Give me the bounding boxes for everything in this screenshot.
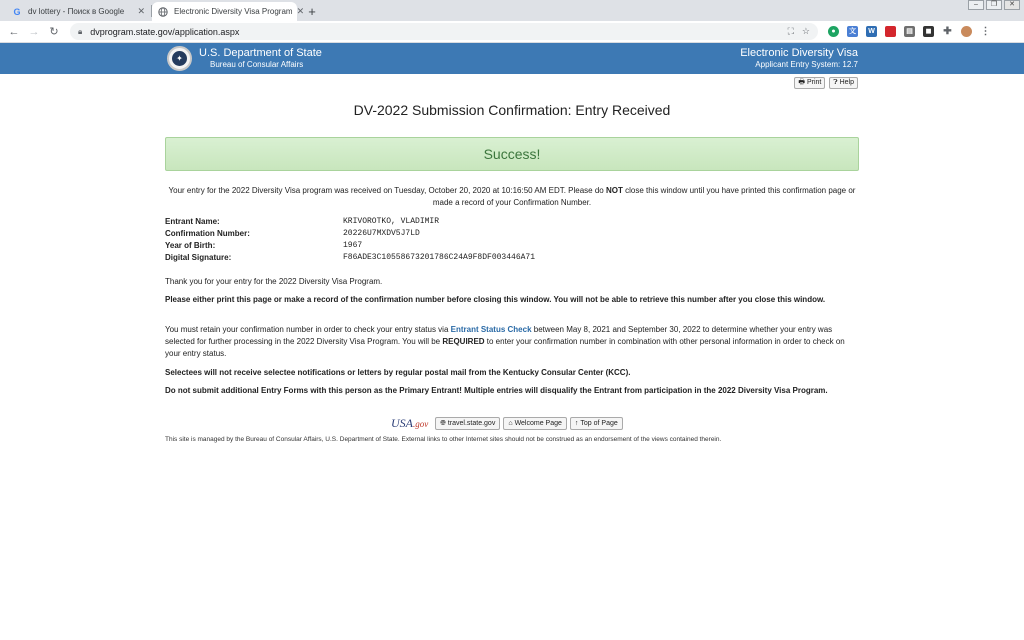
thank-you-text: Thank you for your entry for the 2022 Diversity Visa Program. [165, 277, 383, 286]
new-tab-button[interactable]: + [308, 4, 316, 19]
browser-tab-google[interactable] [6, 2, 151, 21]
welcome-page-button[interactable] [503, 417, 567, 430]
extension-blue-icon[interactable]: W [866, 26, 877, 37]
lock-icon[interactable]: 🔒︎ [78, 26, 83, 36]
extension-translate-icon[interactable]: 文 [849, 28, 856, 35]
digital-signature-label: Digital Signature: [165, 252, 232, 262]
kcc-notice: Selectees will not receive selectee notifications or letters by regular postal mail from the Kentucky Consular Center (KCC). [165, 368, 631, 377]
travel-label: travel.state.gov [447, 420, 496, 427]
home-icon: ⌂ [508, 420, 513, 427]
puzzle-icon[interactable]: ✚ [943, 26, 952, 37]
extension-doc-icon[interactable]: ▤ [904, 26, 915, 37]
bookmark-star-icon[interactable]: ☆ [801, 26, 810, 36]
confirmation-number-row [165, 227, 535, 239]
usa-logo-text: USA [391, 416, 413, 430]
url-text[interactable]: dvprogram.state.gov/application.aspx [90, 26, 240, 37]
entrant-status-check-link[interactable]: Entrant Status Check [450, 325, 532, 334]
close-icon[interactable]: ✕ [296, 6, 305, 16]
maximize-button[interactable]: ❐ [986, 0, 1002, 10]
print-button[interactable] [794, 77, 825, 89]
google-icon: G [13, 6, 21, 17]
entrant-name-value: KRIVOROTKO, VLADIMIR [343, 216, 440, 226]
extension-icons [828, 26, 999, 37]
extension-badge-icon[interactable]: ◼ [923, 26, 934, 37]
browser-tabstrip [0, 0, 1024, 21]
footer-links [391, 416, 623, 431]
retain-text-1: You must retain your confirmation number in order to check your entry status via [165, 325, 451, 334]
site-header [0, 43, 1024, 74]
menu-dots-icon[interactable]: ⋮ [980, 26, 991, 37]
printer-icon: 🖶︎ [798, 79, 805, 86]
application-title: Electronic Diversity Visa [740, 47, 858, 59]
retain-text-2: between May 8, 2021 and September 30, 2022 to determine whether your entry was selected for further processing in the 2022 Diversity Visa Program. You will be [165, 325, 833, 346]
back-arrow-icon[interactable]: ← [8, 25, 20, 38]
year-of-birth-label: Year of Birth: [165, 240, 216, 250]
address-bar[interactable] [70, 23, 818, 40]
help-button[interactable] [829, 77, 858, 89]
help-label: Help [839, 79, 854, 86]
department-subtitle: Bureau of Consular Affairs [210, 60, 304, 69]
browser-toolbar [0, 21, 1024, 43]
usa-logo-gov: .gov [413, 419, 429, 429]
confirmation-number-value: 20226U7MXDV5J7LD [343, 228, 420, 238]
extension-red-icon[interactable] [885, 26, 896, 37]
digital-signature-value: F86ADE3C10558673201786C24A9F8DF003446A71 [343, 252, 536, 262]
arrow-up-icon: ↑ [574, 420, 579, 427]
window-controls [966, 0, 1020, 10]
extension-green-icon[interactable]: ● [828, 26, 839, 37]
year-of-birth-value: 1967 [343, 240, 363, 250]
received-not: NOT [605, 186, 623, 195]
forward-arrow-icon[interactable]: → [28, 25, 40, 38]
multiple-entries-notice: Do not submit additional Entry Forms with this person as the Primary Entrant! Multiple entries will disqualify the Entrant from participation in the 2022 Diversity Visa Program. [165, 386, 828, 395]
state-department-seal-icon: ✦ [167, 46, 192, 71]
page-title: DV-2022 Submission Confirmation: Entry Received [353, 102, 671, 118]
tab-title: Electronic Diversity Visa Program [174, 7, 293, 16]
entrant-details [165, 215, 535, 263]
print-label: Print [806, 79, 822, 86]
received-message [165, 185, 859, 209]
window-close-button[interactable]: ✕ [1004, 0, 1020, 10]
department-title: U.S. Department of State [199, 47, 322, 59]
retain-text-3: to enter your confirmation number in combination with other personal information in order to check on your entry status. [165, 337, 845, 358]
entrant-name-row [165, 215, 535, 227]
top-label: Top of Page [580, 420, 618, 427]
confirmation-number-label: Confirmation Number: [165, 228, 250, 238]
year-of-birth-row [165, 239, 535, 251]
globe-icon [158, 7, 168, 17]
entrant-name-label: Entrant Name: [165, 216, 220, 226]
globe-icon: 🌐︎ [440, 420, 446, 427]
tab-title: dv lottery - Поиск в Google [28, 7, 125, 16]
welcome-label: Welcome Page [514, 420, 562, 427]
top-of-page-button[interactable] [570, 417, 623, 430]
reload-icon[interactable]: ↻ [49, 26, 59, 38]
site-disclaimer: This site is managed by the Bureau of Consular Affairs, U.S. Department of State. External links to other Internet sites should not be construed as an endorsement of the views contained therein. [165, 436, 722, 443]
browser-tab-dv[interactable] [152, 2, 305, 21]
usa-gov-logo[interactable] [391, 416, 428, 431]
digital-signature-row [165, 251, 535, 263]
received-text-2: close this window until you have printed this confirmation page or made a record of your Confirmation Number. [432, 186, 856, 207]
translate-icon[interactable]: ⛶ [787, 26, 794, 36]
travel-state-gov-button[interactable] [435, 417, 500, 430]
avatar[interactable] [961, 26, 972, 37]
retain-required: REQUIRED [442, 337, 485, 346]
print-notice: Please either print this page or make a record of the confirmation number before closing this window. You will not be able to retrieve this number after you close this window. [165, 295, 826, 304]
success-banner: Success! [165, 137, 859, 171]
received-text-1: Your entry for the 2022 Diversity Visa program was received on Tuesday, October 20, 2020 at 10:16:50 AM EDT. Please do [168, 186, 606, 195]
retain-notice [165, 324, 859, 360]
close-icon[interactable]: ✕ [137, 6, 145, 16]
application-subtitle: Applicant Entry System: 12.7 [755, 60, 858, 69]
question-icon: ❓︎ [833, 79, 838, 86]
utility-buttons [790, 77, 858, 89]
minimize-button[interactable]: – [968, 0, 984, 10]
